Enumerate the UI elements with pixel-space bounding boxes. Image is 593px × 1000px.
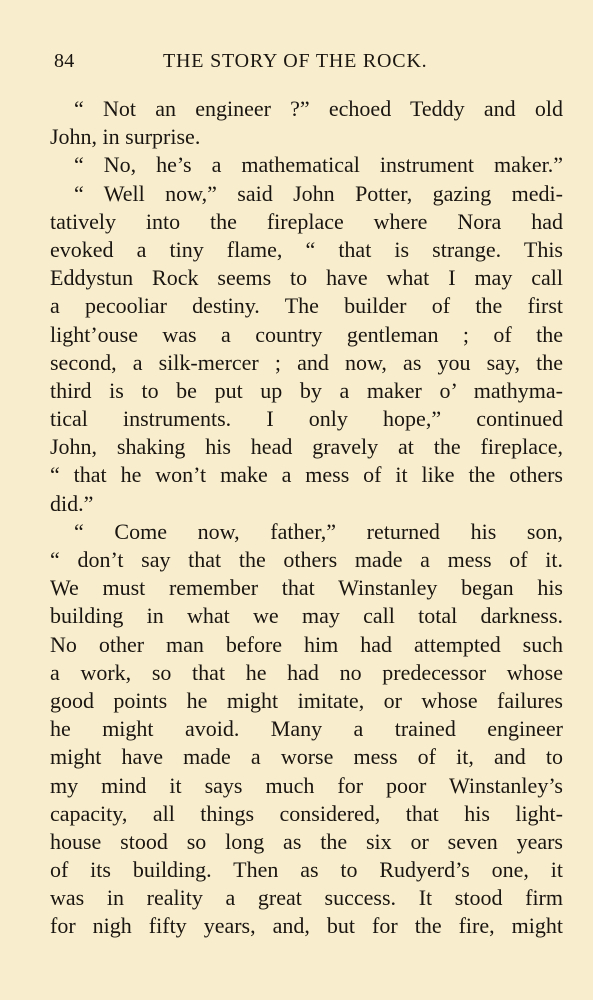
text-line: building in what we may call total darkness. [50, 603, 563, 629]
text-line: he might avoid. Many a trained engineer [50, 716, 563, 742]
text-line: might have made a worse mess of it, and to [50, 744, 563, 770]
page-number: 84 [54, 50, 75, 72]
text-line: Eddystun Rock seems to have what I may call [50, 265, 563, 291]
text-line: third is to be put up by a maker o’ mathyma- [50, 377, 563, 403]
text-line: “ Well now,” said John Potter, gazing medi- [74, 180, 563, 206]
text-line: good points he might imitate, or whose failures [50, 687, 563, 713]
text-line: “ that he won’t make a mess of it like the others [50, 462, 563, 488]
text-line: We must remember that Winstanley began his [50, 575, 563, 601]
text-line: “ No, he’s a mathematical instrument maker.” [74, 152, 563, 178]
text-line: evoked a tiny flame, “ that is strange. This [50, 236, 563, 262]
running-title: THE STORY OF THE ROCK. [163, 50, 428, 72]
text-line: John, in surprise. [50, 124, 201, 150]
text-line: “ don’t say that the others made a mess of it. [50, 547, 563, 572]
text-line: of its building. Then as to Rudyerd’s one, it [50, 857, 563, 883]
text-line: capacity, all things considered, that his light- [50, 800, 563, 826]
text-line: John, shaking his head gravely at the fireplace, [50, 434, 563, 460]
text-line: did.” [50, 490, 94, 516]
text-line: was in reality a great success. It stood firm [50, 885, 563, 911]
text-line: “ Come now, father,” returned his son, [74, 518, 563, 544]
text-line: light’ouse was a country gentleman ; of the [50, 321, 563, 347]
text-line: second, a silk-mercer ; and now, as you say, the [50, 349, 563, 375]
body-text [50, 95, 563, 941]
text-line: for nigh fifty years, and, but for the fire, might [50, 913, 563, 939]
text-line: “ Not an engineer ?” echoed Teddy and old [74, 96, 563, 121]
text-line: tatively into the fireplace where Nora had [50, 208, 563, 234]
text-line: tical instruments. I only hope,” continued [50, 406, 563, 432]
text-line: a work, so that he had no predecessor whose [50, 659, 563, 685]
text-line: house stood so long as the six or seven years [50, 828, 563, 854]
text-line: No other man before him had attempted such [50, 631, 563, 657]
text-line: my mind it says much for poor Winstanley’s [50, 772, 563, 798]
text-line: a pecooliar destiny. The builder of the first [50, 293, 563, 319]
running-head [54, 50, 544, 82]
